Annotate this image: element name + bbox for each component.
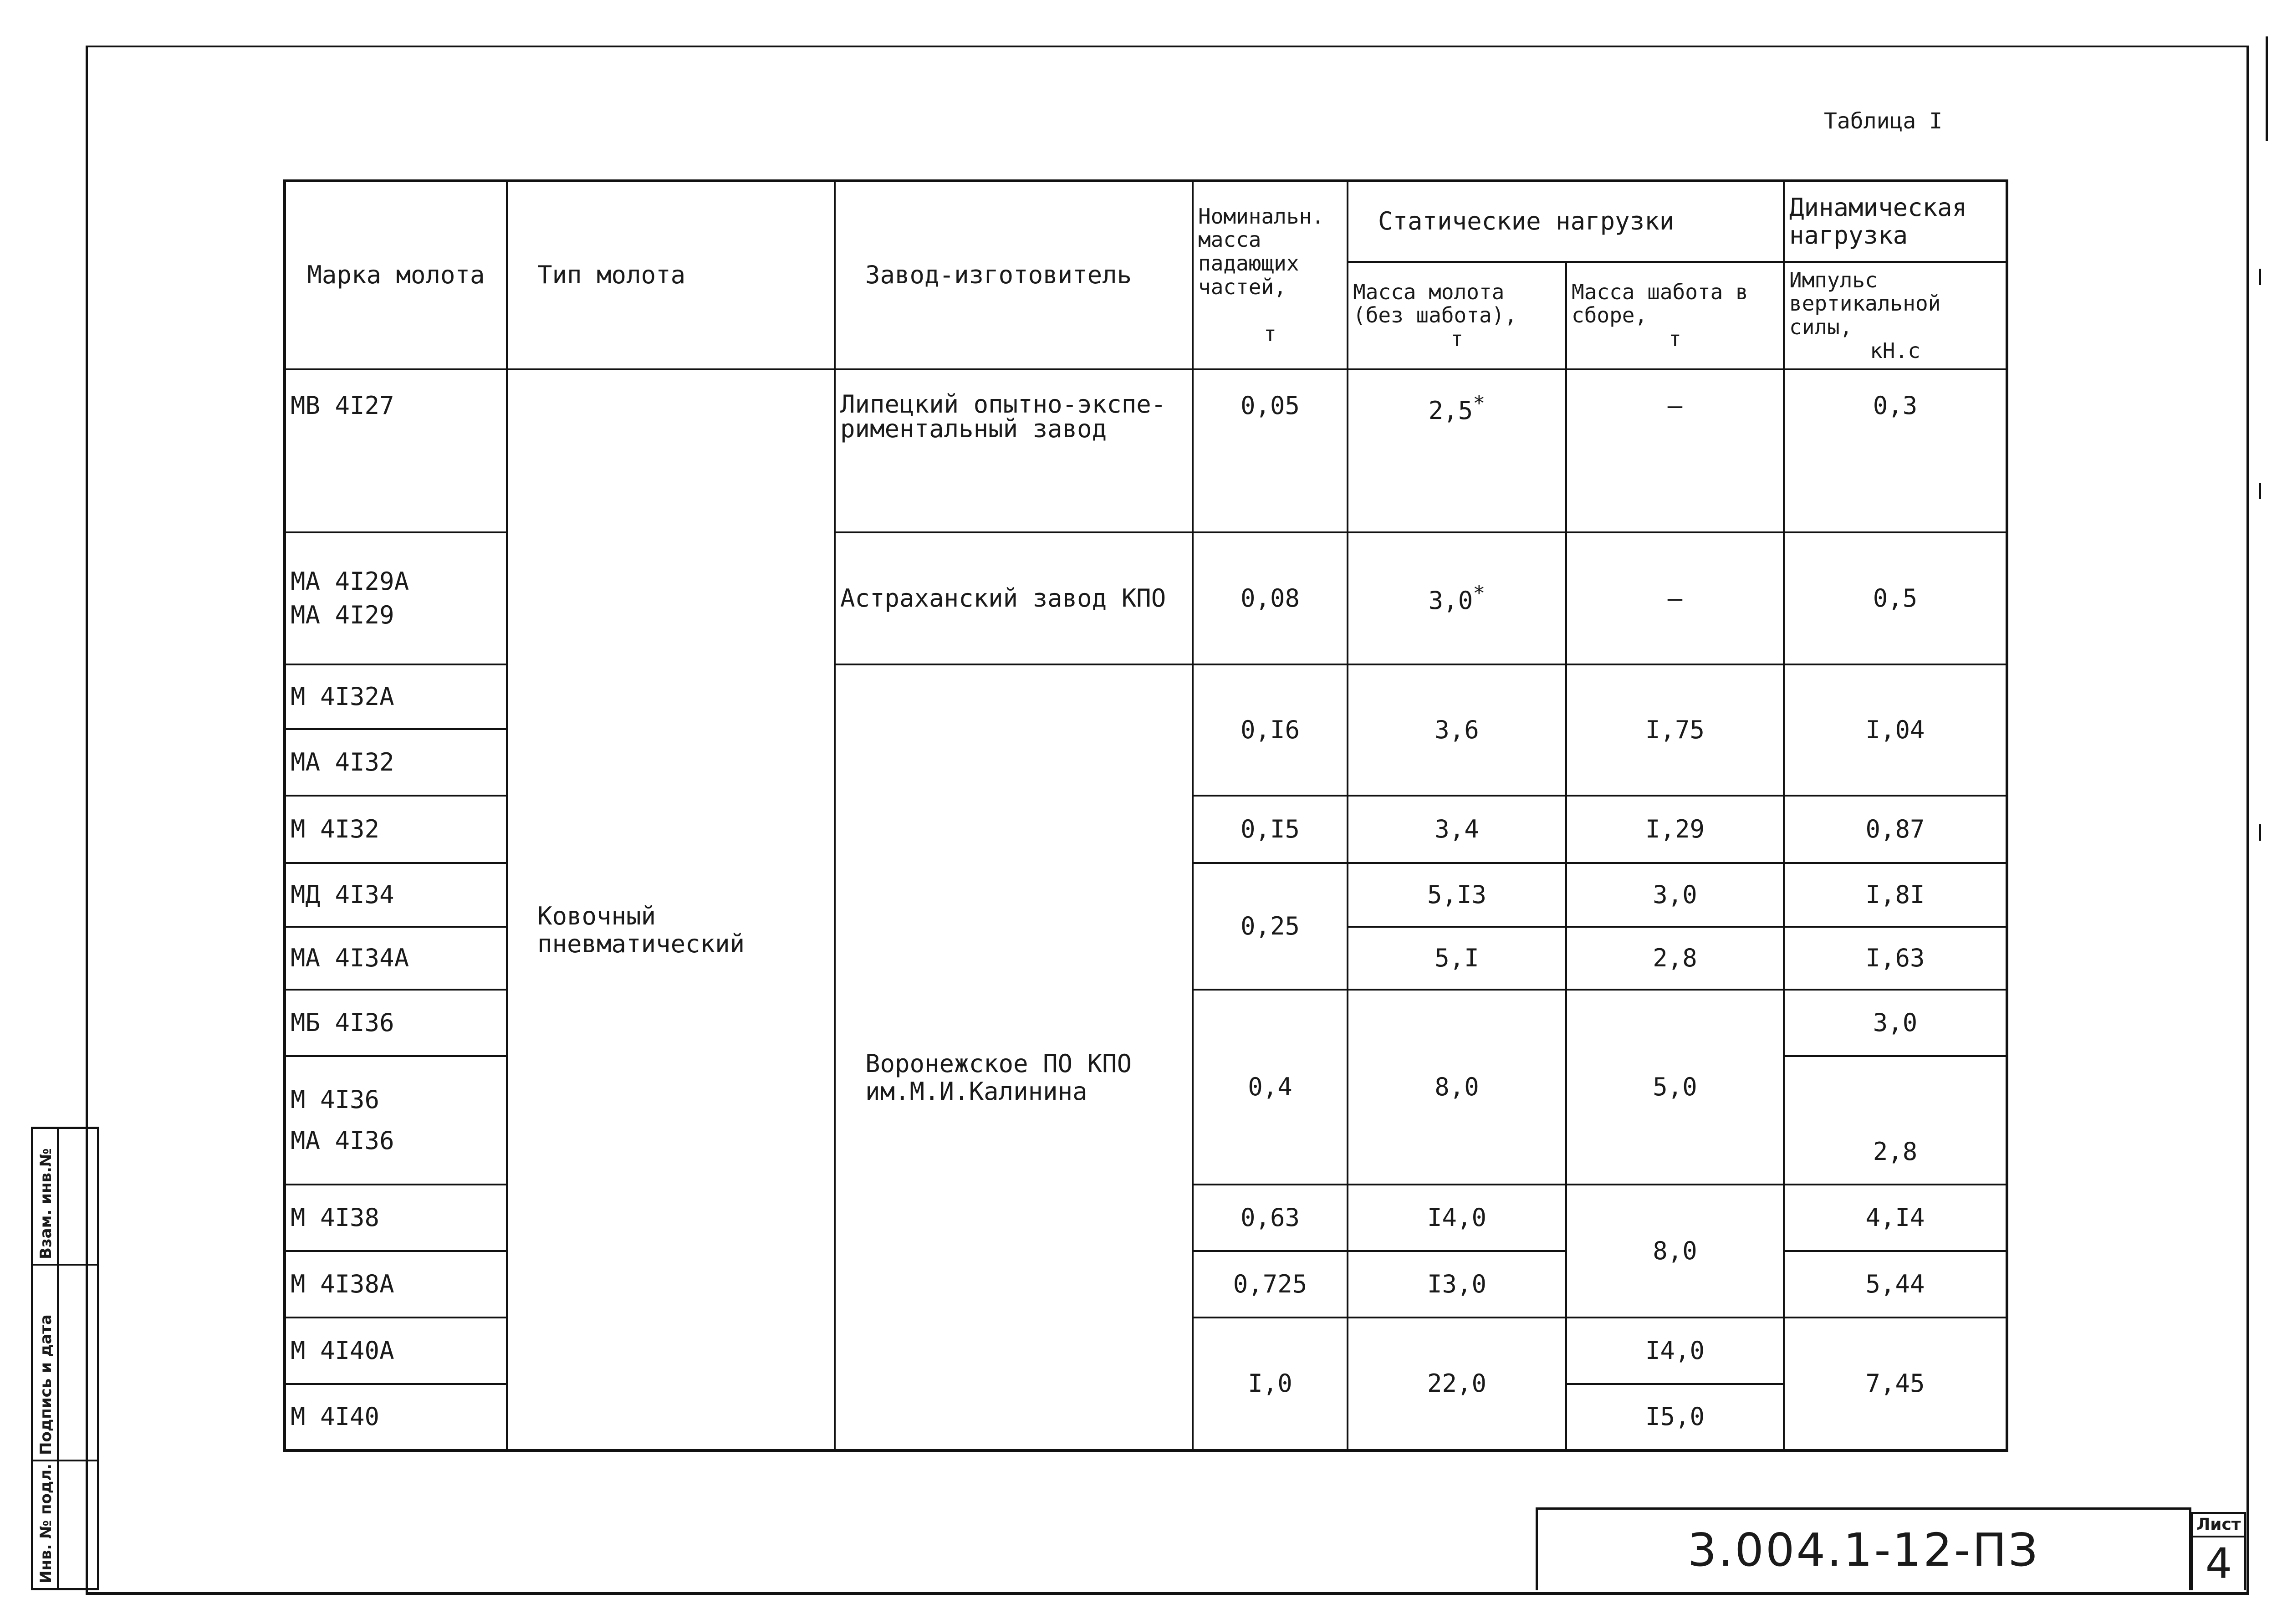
sheet-number-box (2191, 1512, 2246, 1590)
cell-mark: М 4I38 (285, 1185, 507, 1251)
header-hammer-mass-unit: т (1450, 326, 1463, 351)
footnote-mark: * (1473, 581, 1486, 606)
footnote-mark: * (1473, 391, 1486, 415)
cell-hammer-mass: 5,I3 (1348, 863, 1566, 927)
cell-mark (285, 532, 507, 664)
cell-nominal: 0,05 (1193, 369, 1348, 532)
cell-anvil-mass: 2,8 (1566, 927, 1784, 990)
header-nominal-mass (1193, 181, 1348, 369)
cell-mark: МВ 4I27 (285, 369, 507, 532)
cell-nominal: 0,I6 (1193, 664, 1348, 796)
cell-hammer-mass (1348, 369, 1566, 532)
cell-nominal: 0,725 (1193, 1251, 1348, 1318)
cell-plant-voronezh: Воронежское ПО КПО им.М.И.Калинина (835, 664, 1193, 1450)
header-hammer-mass-text: Масса молота (без шабота), (1353, 279, 1517, 328)
cell-mark-line-1: М 4I36 (291, 1085, 380, 1114)
cell-mark: М 4I32 (285, 796, 507, 863)
hammer-loads-table (283, 179, 2008, 1452)
cell-mark: М 4I40А (285, 1318, 507, 1384)
cell-anvil-mass: I,75 (1566, 664, 1784, 796)
cell-anvil-mass: – (1566, 532, 1784, 664)
cell-hammer-mass: 3,6 (1348, 664, 1566, 796)
cell-impulse: I,8I (1784, 863, 2007, 927)
stamp-inventory-cell (33, 1461, 97, 1588)
cell-impulse: 3,0 (1784, 990, 2007, 1056)
cell-nominal: 0,I5 (1193, 796, 1348, 863)
cell-hammer-mass (1348, 532, 1566, 664)
cell-mark-line-2: МА 4I29 (291, 601, 394, 629)
sheet-label: Лист (2193, 1514, 2244, 1537)
cell-mark: МА 4I34А (285, 927, 507, 990)
cell-impulse: 0,87 (1784, 796, 2007, 863)
header-anvil-mass (1566, 262, 1784, 369)
cell-impulse: 5,44 (1784, 1251, 2007, 1318)
side-stamp (31, 1127, 99, 1590)
stamp-replace-cell (33, 1129, 97, 1266)
cell-mark-line-2: МА 4I36 (291, 1126, 394, 1155)
cell-impulse: 0,3 (1784, 369, 2007, 532)
stamp-signature-label: Подпись и дата (37, 1314, 55, 1455)
cell-hammer-mass: 3,4 (1348, 796, 1566, 863)
margin-tick (2259, 483, 2261, 499)
cell-mark: МД 4I34 (285, 863, 507, 927)
document-code: 3.004.1-12-ПЗ (1536, 1507, 2191, 1590)
sheet-number: 4 (2205, 1539, 2232, 1588)
cell-mark: М 4I32А (285, 664, 507, 729)
cell-impulse: I,04 (1784, 664, 2007, 796)
table-label: Таблица I (1824, 108, 1943, 134)
cell-anvil-mass: I,29 (1566, 796, 1784, 863)
stamp-inventory-label: Инв. № подл. (37, 1463, 55, 1583)
cell-hammer-mass: 22,0 (1348, 1318, 1566, 1450)
margin-tick (2259, 824, 2261, 841)
cell-mark (285, 1056, 507, 1185)
header-type: Тип молота (507, 181, 835, 369)
cell-mark: МБ 4I36 (285, 990, 507, 1056)
header-nominal-mass-text: Номинальн. масса падающих частей, (1198, 204, 1324, 299)
table-row (285, 369, 2007, 532)
header-impulse (1784, 262, 2007, 369)
cell-plant-lipetsk: Липецкий опытно-экспе-риментальный завод (835, 369, 1193, 532)
cell-nominal: 0,4 (1193, 990, 1348, 1185)
margin-tick (2259, 269, 2261, 285)
cell-hammer-mass: 8,0 (1348, 990, 1566, 1185)
cell-hammer-mass: I3,0 (1348, 1251, 1566, 1318)
cell-mark: М 4I40 (285, 1384, 507, 1450)
cell-mark: МА 4I32 (285, 729, 507, 796)
cell-impulse: 0,5 (1784, 532, 2007, 664)
cell-impulse: I,63 (1784, 927, 2007, 990)
cell-mark: М 4I38А (285, 1251, 507, 1318)
header-hammer-mass (1348, 262, 1566, 369)
cell-plant-astrakhan: Астраханский завод КПО (835, 532, 1193, 664)
stamp-replace-label: Взам. инв.№ (37, 1148, 55, 1259)
cell-impulse: 7,45 (1784, 1318, 2007, 1450)
cell-hammer-mass-value: 3,0 (1428, 586, 1473, 615)
header-anvil-mass-unit: т (1669, 326, 1681, 351)
cell-hammer-type: Ковочный пневматический (507, 369, 835, 1450)
cell-nominal: I,0 (1193, 1318, 1348, 1450)
cell-nominal: 0,08 (1193, 532, 1348, 664)
header-impulse-unit: кН.с (1870, 338, 1920, 363)
cell-anvil-mass: 3,0 (1566, 863, 1784, 927)
header-impulse-text: Импульс вертикальной силы, (1789, 267, 1941, 339)
margin-tick (2266, 36, 2268, 141)
cell-impulse: 2,8 (1784, 1056, 2007, 1185)
header-nominal-unit: т (1264, 321, 1276, 346)
cell-hammer-mass-value: 2,5 (1428, 396, 1473, 425)
cell-anvil-mass: I4,0 (1566, 1318, 1784, 1384)
cell-nominal: 0,25 (1193, 863, 1348, 990)
cell-hammer-mass: 5,I (1348, 927, 1566, 990)
header-plant: Завод-изготовитель (835, 181, 1193, 369)
cell-anvil-mass: 5,0 (1566, 990, 1784, 1185)
cell-nominal: 0,63 (1193, 1185, 1348, 1251)
header-dynamic-load: Динамическая нагрузка (1784, 181, 2007, 262)
cell-anvil-mass: 8,0 (1566, 1185, 1784, 1318)
stamp-signature-cell (33, 1266, 97, 1461)
header-anvil-mass-text: Масса шабота в сборе, (1572, 279, 1748, 328)
header-static-loads: Статические нагрузки (1348, 181, 1784, 262)
cell-mark-line-1: МА 4I29А (291, 567, 409, 596)
cell-anvil-mass: — (1566, 369, 1784, 532)
header-mark: Марка молота (285, 181, 507, 369)
cell-impulse: 4,I4 (1784, 1185, 2007, 1251)
cell-hammer-mass: I4,0 (1348, 1185, 1566, 1251)
cell-anvil-mass: I5,0 (1566, 1384, 1784, 1450)
